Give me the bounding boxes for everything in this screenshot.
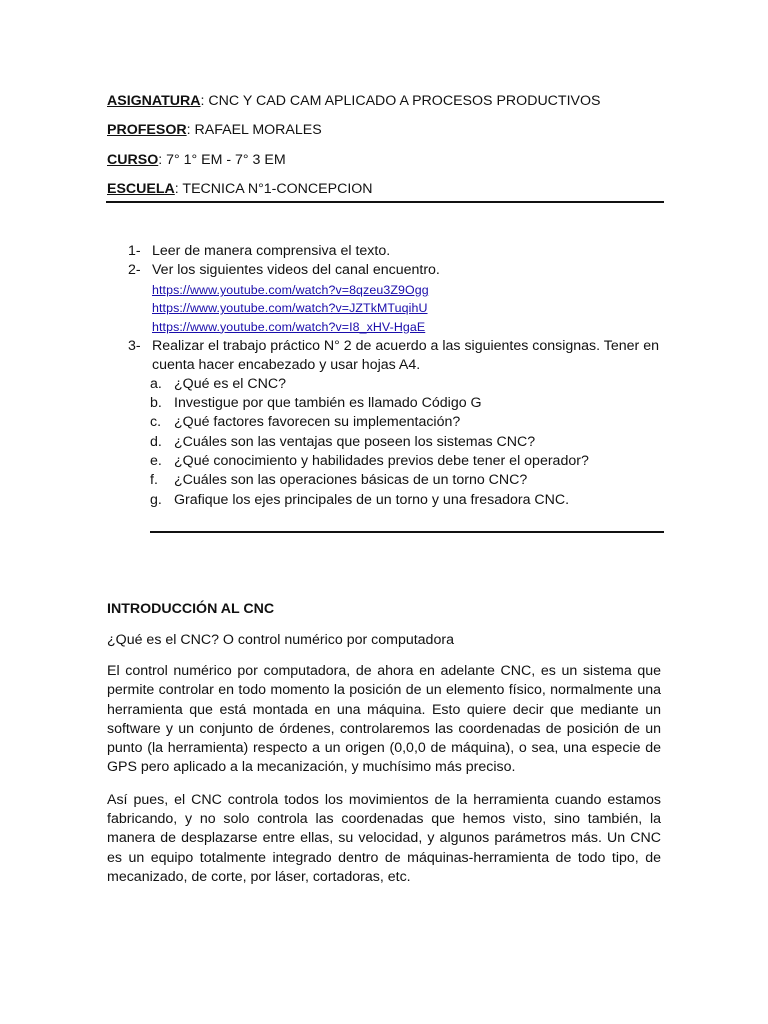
question-text: ¿Qué es el CNC? — [174, 375, 286, 392]
task-number: 2- — [128, 262, 141, 278]
intro-section — [107, 600, 661, 887]
question-letter: a. — [150, 375, 162, 392]
question-text: Grafique los ejes principales de un torno y una fresadora CNC. — [174, 491, 570, 508]
teacher-value: : RAFAEL MORALES — [186, 122, 322, 138]
task-item-3 — [128, 337, 668, 375]
subject-value: : CNC Y CAD CAM APLICADO A PROCESOS PRODUCTIVOS — [200, 93, 601, 109]
intro-paragraph-1: El control numérico por computadora, de ahora en adelante CNC, es un sistema que permite controlar en todo momento la posición de un elemento físico, normalmente una herramienta que está montada en una máquina. Esto quiere decir que mediante un software y un conjunto de órdenes, controlaremos las coordenadas de posición de un punto (la herramienta) respecto a un origen (0,0,0 de máquina), o sea, una especie de GPS pero aplicado a la mecanización, y muchísimo más preciso. — [107, 663, 661, 776]
teacher-line — [107, 121, 322, 139]
question-a — [128, 375, 668, 394]
school-line — [107, 180, 373, 198]
question-letter: f. — [150, 472, 158, 489]
task-number: 1- — [128, 243, 141, 259]
question-text: ¿Qué conocimiento y habilidades previos debe tener el operador? — [174, 453, 589, 470]
intro-question: ¿Qué es el CNC? O control numérico por computadora — [107, 632, 454, 648]
task-item-2 — [128, 261, 668, 280]
question-letter: c. — [150, 414, 162, 431]
question-d — [128, 433, 668, 452]
task-item-1 — [128, 242, 668, 261]
course-line — [107, 151, 286, 169]
intro-title: INTRODUCCIÓN AL CNC — [107, 601, 275, 617]
course-value: : 7° 1° EM - 7° 3 EM — [158, 152, 286, 168]
intro-paragraph-2: Así pues, el CNC controla todos los movimientos de la herramienta cuando estamos fabricando, y no solo controla las coordenadas que hemos visto, sino también, la manera de desplazarse entre ellas, su velocidad, y algunos parámetros más. Un CNC es un equipo totalmente integrado dentro de máquinas-herramienta de todo tipo, de mecanizado, de corte, por láser, cortadoras, etc. — [107, 791, 661, 885]
question-text: Investigue por que también es llamado Código G — [174, 395, 482, 412]
question-e — [128, 452, 668, 471]
question-b — [128, 394, 668, 413]
question-g — [128, 491, 668, 510]
question-letter: g. — [150, 491, 162, 508]
question-letter: d. — [150, 433, 162, 450]
school-value: : TECNICA N°1-CONCEPCION — [174, 181, 373, 197]
question-c — [128, 413, 668, 432]
question-text: ¿Cuáles son las ventajas que poseen los sistemas CNC? — [174, 433, 536, 450]
question-letter: e. — [150, 453, 162, 470]
school-label: ESCUELA — [107, 181, 175, 197]
task-text: Leer de manera comprensiva el texto. — [152, 243, 391, 259]
header-divider — [106, 201, 664, 203]
video-links — [128, 281, 668, 336]
task-number: 3- — [128, 337, 141, 354]
question-f — [128, 471, 668, 490]
question-text: ¿Cuáles son las operaciones básicas de un torno CNC? — [174, 472, 528, 489]
subject-label: ASIGNATURA — [107, 93, 201, 109]
task-text: Realizar el trabajo práctico N° 2 de acuerdo a las siguientes consignas. Tener en cuenta hacer encabezado y usar hojas A4. — [152, 337, 659, 373]
question-text: ¿Qué factores favorecen su implementación? — [174, 414, 461, 431]
video-link-1[interactable]: https://www.youtube.com/watch?v=8qzeu3Z9Ogg — [152, 283, 429, 297]
video-link-3[interactable]: https://www.youtube.com/watch?v=I8_xHV-HgaE — [152, 319, 426, 334]
question-letter: b. — [150, 395, 162, 412]
list-divider — [150, 531, 664, 533]
subject-line — [107, 92, 601, 110]
task-text: Ver los siguientes videos del canal encuentro. — [152, 262, 440, 278]
task-list — [128, 242, 668, 510]
teacher-label: PROFESOR — [107, 122, 187, 138]
video-link-2[interactable]: https://www.youtube.com/watch?v=JZTkMTuqihU — [152, 301, 428, 316]
course-label: CURSO — [107, 152, 159, 168]
